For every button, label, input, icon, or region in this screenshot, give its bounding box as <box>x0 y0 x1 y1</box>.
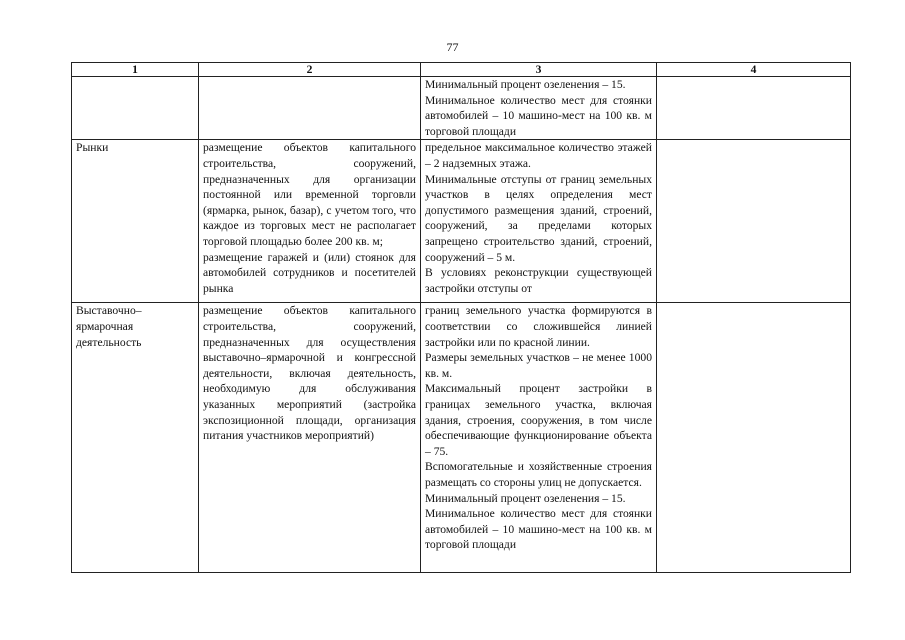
cell-description <box>199 77 421 140</box>
cell-notes <box>657 303 851 573</box>
table-row <box>72 140 851 303</box>
cell-notes <box>657 77 851 140</box>
header-col-4: 4 <box>657 63 851 77</box>
paragraph: предельное максимальное количество этажей – 2 надземных этажа. <box>425 141 652 170</box>
paragraph: Максимальный процент застройки в границах земельного участка, включая здания, строения, сооружения, в том числе обеспечивающие функционирование объекта – 75. <box>425 382 652 458</box>
paragraph: В условиях реконструкции существующей застройки отступы от <box>425 266 652 295</box>
paragraph: размещение гаражей и (или) стоянок для автомобилей сотрудников и посетителей рынка <box>203 250 416 295</box>
paragraph: Минимальный процент озеленения – 15. <box>425 491 626 505</box>
paragraph: размещение объектов капитального строительства, сооружений, предназначенных для осуществления выставочно–ярмарочной и конгрессной деятельности, включая деятельность, необходимую для обслуживания указанных мероприятий (застройка экспозиционной площади, организация питания участников мероприятий) <box>203 304 416 443</box>
paragraph: Минимальное количество мест для стоянки автомобилей – 10 машино-мест на 100 кв. м торговой площади <box>425 93 652 138</box>
header-col-2: 2 <box>199 63 421 77</box>
cell-description <box>199 140 421 303</box>
paragraph: Размеры земельных участков – не менее 1000 кв. м. <box>425 351 652 380</box>
table-row <box>72 303 851 573</box>
paragraph: границ земельного участка формируются в соответствии со сложившейся линией застройки или по красной линии. <box>425 304 652 349</box>
header-col-1: 1 <box>72 63 199 77</box>
cell-description <box>199 303 421 573</box>
paragraph: размещение объектов капитального строительства, сооружений, предназначенных для организации постоянной или временной торговли (ярмарка, рынок, базар), с учетом того, что каждое из торговых мест не располагает торговой площадью более 200 кв. м; <box>203 141 416 248</box>
paragraph: Минимальное количество мест для стоянки автомобилей – 10 машино-мест на 100 кв. м торговой площади <box>425 507 652 552</box>
paragraph: Минимальные отступы от границ земельных участков в целях определения мест допустимого размещения зданий, строений, сооружений, за пределами которых запрещено строительство зданий, строений, сооружений – 5 м. <box>425 172 652 264</box>
page-number: 77 <box>446 40 459 54</box>
table-row <box>72 77 851 140</box>
header-col-3: 3 <box>421 63 657 77</box>
cell-parameters <box>421 140 657 303</box>
cell-use-type: Выставочно–ярмарочная деятельность <box>72 303 199 573</box>
cell-parameters <box>421 77 657 140</box>
regulations-table <box>71 62 851 573</box>
cell-use-type <box>72 77 199 140</box>
paragraph: Минимальный процент озеленения – 15. <box>425 78 626 91</box>
paragraph: Вспомогательные и хозяйственные строения размещать со стороны улиц не допускается. <box>425 460 652 489</box>
cell-parameters <box>421 303 657 573</box>
header-row <box>72 63 851 77</box>
cell-notes <box>657 140 851 303</box>
cell-use-type: Рынки <box>72 140 199 303</box>
